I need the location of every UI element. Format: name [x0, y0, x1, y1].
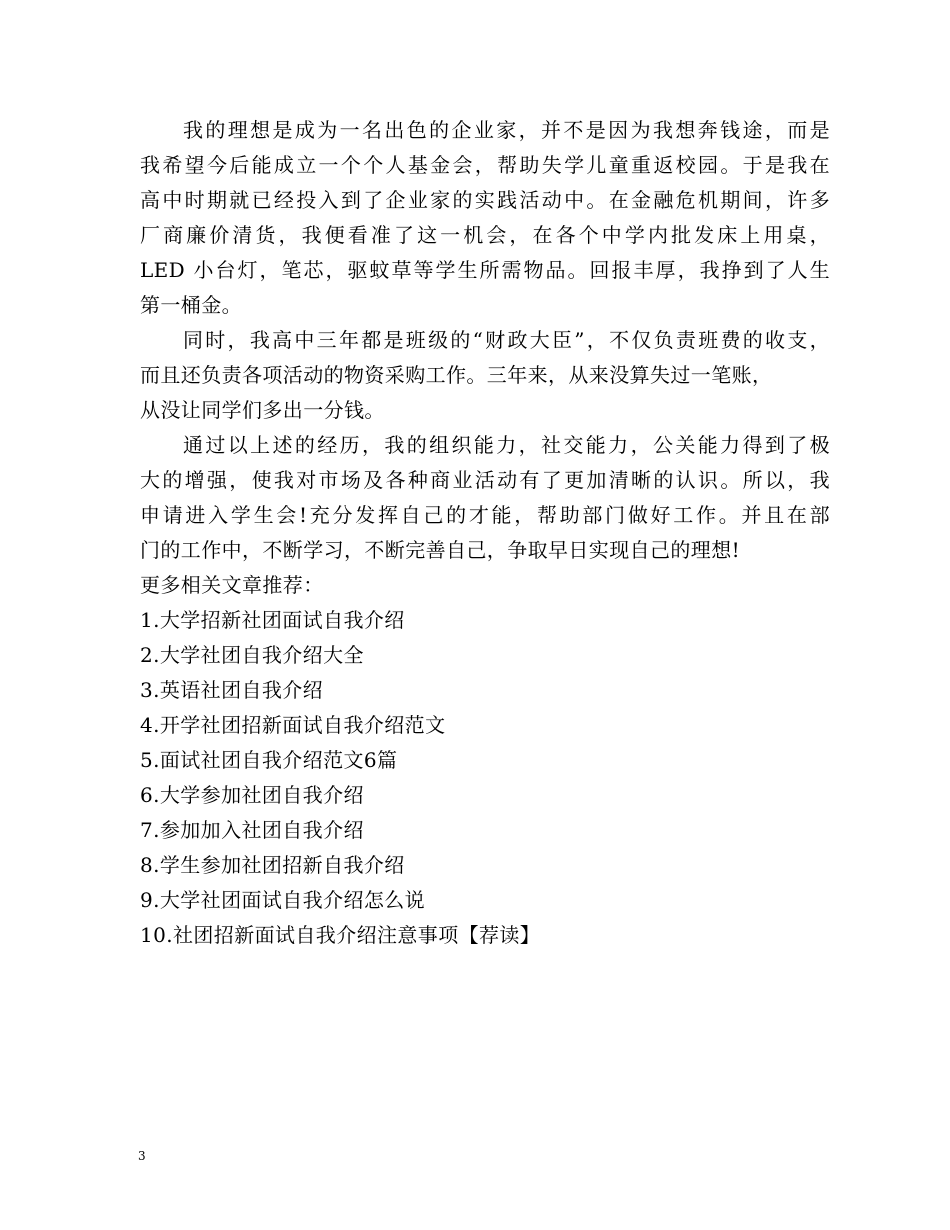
paragraph-3-line-2: 大的增强，使我对市场及各种商业活动有了更加清晰的认识。所以，我	[140, 468, 830, 492]
related-item-2[interactable]: 2.大学社团自我介绍大全	[140, 643, 364, 667]
related-item-8[interactable]: 8.学生参加社团招新自我介绍	[140, 853, 405, 877]
document-body	[140, 113, 830, 953]
paragraph-1-line-3: 高中时期就已经投入到了企业家的实践活动中。在金融危机期间，许多	[140, 188, 830, 212]
related-item-1[interactable]: 1.大学招新社团面试自我介绍	[140, 608, 405, 632]
related-item-5[interactable]: 5.面试社团自我介绍范文6篇	[140, 748, 398, 772]
paragraph-2-line-3: 从没让同学们多出一分钱。	[140, 398, 385, 422]
related-item-6[interactable]: 6.大学参加社团自我介绍	[140, 783, 364, 807]
related-item-9[interactable]: 9.大学社团面试自我介绍怎么说	[140, 888, 426, 912]
related-item-3[interactable]: 3.英语社团自我介绍	[140, 678, 324, 702]
related-heading: 更多相关文章推荐：	[140, 573, 324, 597]
paragraph-1-line-4: 厂商廉价清货，我便看准了这一机会，在各个中学内批发床上用桌，	[140, 223, 830, 247]
page-number: 3	[138, 1149, 146, 1163]
paragraph-3-line-4: 门的工作中，不断学习，不断完善自己，争取早日实现自己的理想!	[140, 538, 741, 562]
paragraph-1-line-1: 我的理想是成为一名出色的企业家，并不是因为我想奔钱途，而是	[183, 118, 830, 142]
related-item-10[interactable]: 10.社团招新面试自我介绍注意事项【荐读】	[140, 923, 541, 947]
related-item-4[interactable]: 4.开学社团招新面试自我介绍范文	[140, 713, 446, 737]
paragraph-1-line-2: 我希望今后能成立一个个人基金会，帮助失学儿童重返校园。于是我在	[140, 153, 830, 177]
paragraph-1-line-5: LED 小台灯，笔芯，驱蚊草等学生所需物品。回报丰厚，我挣到了人生	[140, 258, 830, 282]
paragraph-3-line-3: 申请进入学生会!充分发挥自己的才能，帮助部门做好工作。并且在部	[140, 503, 830, 527]
paragraph-3-line-1: 通过以上述的经历，我的组织能力，社交能力，公关能力得到了极	[183, 433, 830, 457]
paragraph-2-line-1: 同时，我高中三年都是班级的“财政大臣”，不仅负责班费的收支，	[183, 328, 830, 352]
paragraph-2-line-2: 而且还负责各项活动的物资采购工作。三年来，从来没算失过一笔账，	[140, 363, 773, 387]
paragraph-1-line-6: 第一桶金。	[140, 293, 242, 317]
related-item-7[interactable]: 7.参加加入社团自我介绍	[140, 818, 364, 842]
